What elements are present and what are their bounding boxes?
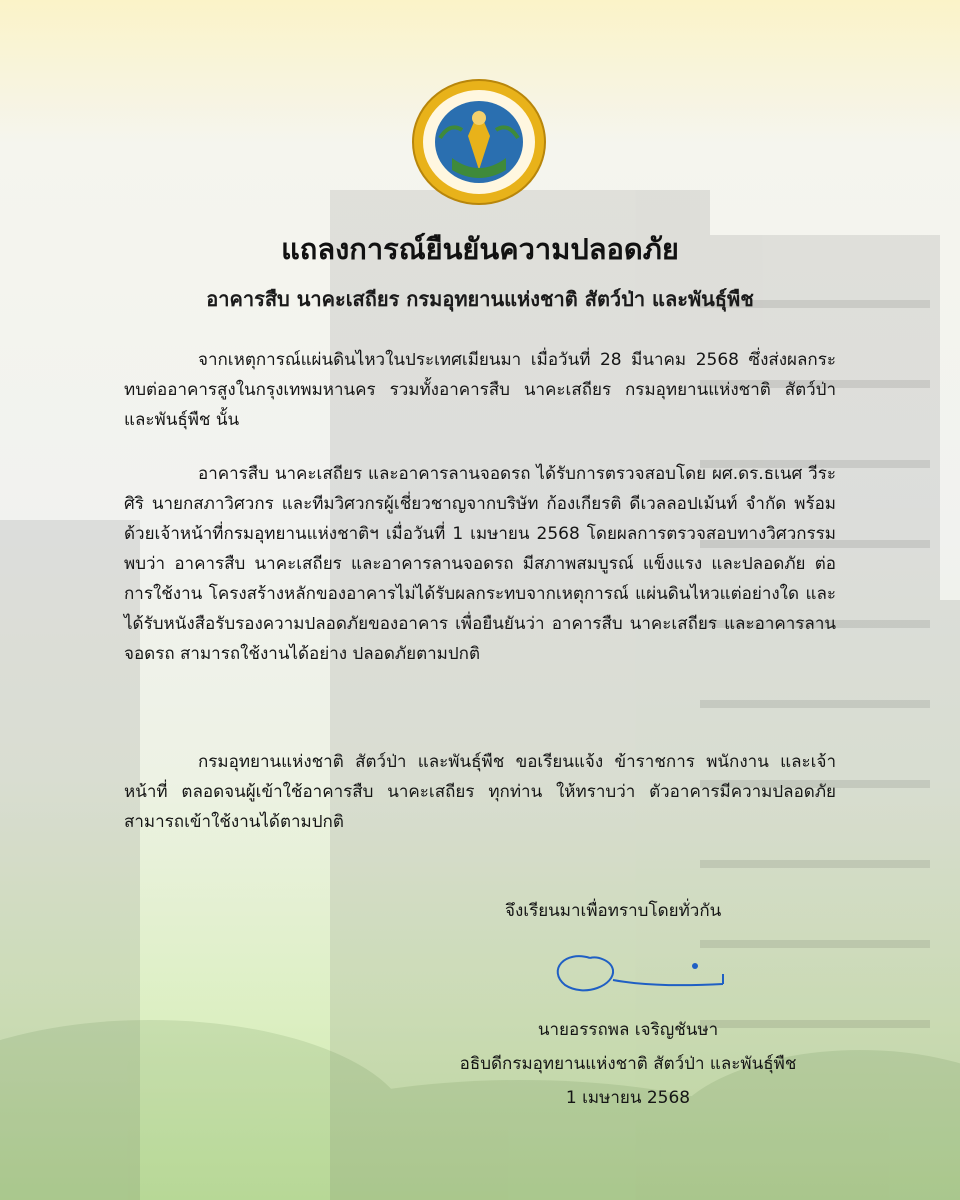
signatory-block [420, 1013, 836, 1115]
statement-title: แถลงการณ์ยืนยันความปลอดภัย [281, 232, 679, 266]
statement-date: 1 เมษายน 2568 [565, 1088, 691, 1108]
paragraph-earthquake-context: จากเหตุการณ์แผ่นดินไหวในประเทศเมียนมา เมื่อวันที่ 28 มีนาคม 2568 ซึ่งส่งผลกระทบต่ออาคารสูงในกรุงเทพมหานคร รวมทั้งอาคารสืบ นาคะเสถียร กรมอุทยานแห่งชาติ สัตว์ป่า และพันธุ์พืช นั้น [124, 350, 836, 430]
paragraph-inspection-result: อาคารสืบ นาคะเสถียร และอาคารลานจอดรถ ได้รับการตรวจสอบโดย ผศ.ดร.ธเนศ วีระศิริ นายกสภาวิศวกร และทีมวิศวกรผู้เชี่ยวชาญจากบริษัท ก้องเกียรติ ดีเวลลอปเม้นท์ จำกัด พร้อมด้วยเจ้าหน้าที่กรมอุทยานแห่งชาติฯ เมื่อวันที่ 1 เมษายน 2568 โดยผลการตรวจสอบทางวิศวกรรม พบว่า อาคารสืบ นาคะเสถียร และอาคารลานจอดรถ มีสภาพสมบูรณ์ แข็งแรง และปลอดภัย ต่อการใช้งาน โครงสร้างหลักของอาคารไม่ได้รับผลกระทบจากเหตุการณ์ แผ่นดินไหวแต่อย่างใด และได้รับหนังสือรับรองความปลอดภัยของอาคาร เพื่อยืนยันว่า อาคารสืบ นาคะเสถียร และอาคารลานจอดรถ สามารถใช้งานได้อย่าง ปลอดภัยตามปกติ [124, 464, 836, 664]
department-seal-logo [410, 78, 548, 206]
signatory-name: นายอรรถพล เจริญชันษา [537, 1020, 719, 1040]
building-subtitle: อาคารสืบ นาคะเสถียร กรมอุทยานแห่งชาติ สัตว์ป่า และพันธุ์พืช [206, 287, 754, 311]
paragraph-announcement: กรมอุทยานแห่งชาติ สัตว์ป่า และพันธุ์พืช ขอเรียนแจ้ง ข้าราชการ พนักงาน และเจ้าหน้าที่ ตลอดจนผู้เข้าใช้อาคารสืบ นาคะเสถียร ทุกท่าน ให้ทราบว่า ตัวอาคารมีความปลอดภัย สามารถเข้าใช้งานได้ตามปกติ [124, 752, 836, 832]
signatory-position: อธิบดีกรมอุทยานแห่งชาติ สัตว์ป่า และพันธุ์พืช [459, 1054, 797, 1074]
closing-remark: จึงเรียนมาเพื่อทราบโดยทั่วกัน [505, 901, 722, 921]
handwritten-signature [545, 940, 735, 1000]
